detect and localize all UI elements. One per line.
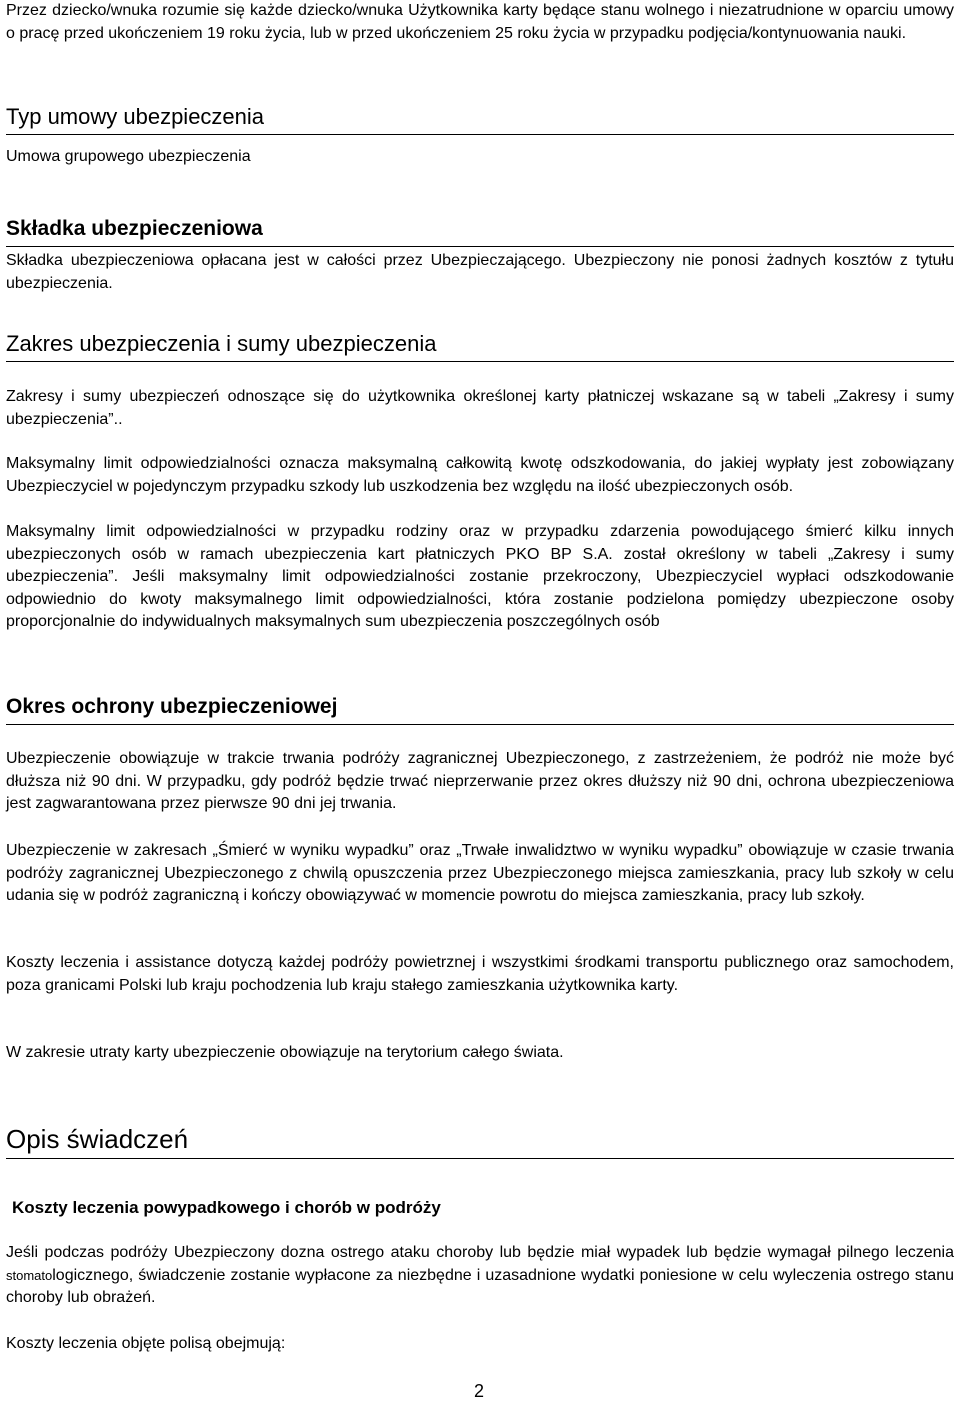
intro-paragraph: Przez dziecko/wnuka rozumie się każde dziecko/wnuka Użytkownika karty będące stanu wolnego i niezatrudnione w oparciu umowy o pracę przed ukończeniem 19 roku życia, lub w przed ukończeniem 25 roku życia w przypadku podjęcia/kontynuowania nauki.	[6, 2, 954, 42]
section-heading-skladka: Składka ubezpieczeniowa	[6, 216, 954, 247]
opis-paragraph-2: Koszty leczenia objęte polisą obejmują:	[6, 1335, 286, 1352]
typ-umowy-text: Umowa grupowego ubezpieczenia	[6, 148, 251, 165]
zakres-paragraph-3: Maksymalny limit odpowiedzialności w przypadku rodziny oraz w przypadku zdarzenia powodującego śmierć kilku innych ubezpieczonych osób w ramach ubezpieczenia kart płatniczych PKO BP S.A. został określony w tabeli „Zakresy i sumy ubezpieczenia”. Jeśli maksymalny limit odpowiedzialności zostanie przekroczony, Ubezpieczyciel wypłaci odszkodowanie odpowiednio do kwoty maksymalnego limit odpowiedzialności, która zostanie podzielona pomiędzy ubezpieczone osoby proporcjonalnie do indywidualnych maksymalnych sum ubezpieczenia poszczególnych osób	[6, 523, 954, 630]
zakres-paragraph-2: Maksymalny limit odpowiedzialności oznacza maksymalną całkowitą kwotę odszkodowania, do jakiej wypłaty jest zobowiązany Ubezpieczyciel w pojedynczym przypadku szkody lub uszkodzenia bez względu na ilość ubezpieczonych osób.	[6, 455, 954, 495]
okres-paragraph-2: Ubezpieczenie w zakresach „Śmierć w wyniku wypadku” oraz „Trwałe inwalidztwo w wyniku wypadku” obowiązuje w czasie trwania podróży zagranicznej Ubezpieczonego z chwilą opuszczenia przez Ubezpieczonego miejsca zamieszkania, pracy lub szkoły w celu udania się w podróż zagraniczną i kończy obowiązywać w momencie powrotu do miejsca zamieszkania, pracy lub szkoły.	[6, 842, 954, 904]
subheading-koszty-leczenia: Koszty leczenia powypadkowego i chorób w podróży	[12, 1198, 441, 1217]
skladka-text: Składka ubezpieczeniowa opłacana jest w całości przez Ubezpieczającego. Ubezpieczony nie ponosi żadnych kosztów z tytułu ubezpieczenia.	[6, 252, 954, 292]
opis-paragraph-1	[6, 1242, 954, 1310]
opis-paragraph-1-part-b: logicznego, świadczenie zostanie wypłacone za niezbędne i uzasadnione wydatki poniesione w celu wyleczenia ostrego stanu choroby lub obrażeń.	[6, 1266, 954, 1306]
zakres-paragraph-1: Zakresy i sumy ubezpieczeń odnoszące się do użytkownika określonej karty płatniczej wskazane są w tabeli „Zakresy i sumy ubezpieczenia”..	[6, 388, 954, 428]
okres-paragraph-4: W zakresie utraty karty ubezpieczenie obowiązuje na terytorium całego świata.	[6, 1044, 564, 1061]
section-heading-opis: Opis świadczeń	[6, 1124, 954, 1159]
section-heading-typ-umowy: Typ umowy ubezpieczenia	[6, 104, 954, 135]
okres-paragraph-1: Ubezpieczenie obowiązuje w trakcie trwania podróży zagranicznej Ubezpieczonego, z zastrzeżeniem, że podróż nie może być dłuższa niż 90 dni. W przypadku, gdy podróż będzie trwać nieprzerwanie przez okres dłuższy niż 90 dni, ochrona ubezpieczeniowa jest zagwarantowana przez pierwsze 90 dni jej trwania.	[6, 750, 954, 812]
page-number: 2	[474, 1381, 485, 1401]
opis-paragraph-1-part-a: Jeśli podczas podróży Ubezpieczony dozna ostrego ataku choroby lub będzie miał wypadek lub będzie wymagał pilnego leczenia	[6, 1244, 954, 1261]
opis-paragraph-1-small: stomato	[6, 1267, 53, 1283]
section-heading-zakres: Zakres ubezpieczenia i sumy ubezpieczenia	[6, 331, 954, 362]
okres-paragraph-3: Koszty leczenia i assistance dotyczą każdej podróży powietrznej i wszystkimi środkami transportu publicznego oraz samochodem, poza granicami Polski lub kraju pochodzenia lub kraju stałego zamieszkania użytkownika karty.	[6, 954, 954, 994]
section-heading-okres: Okres ochrony ubezpieczeniowej	[6, 694, 954, 725]
